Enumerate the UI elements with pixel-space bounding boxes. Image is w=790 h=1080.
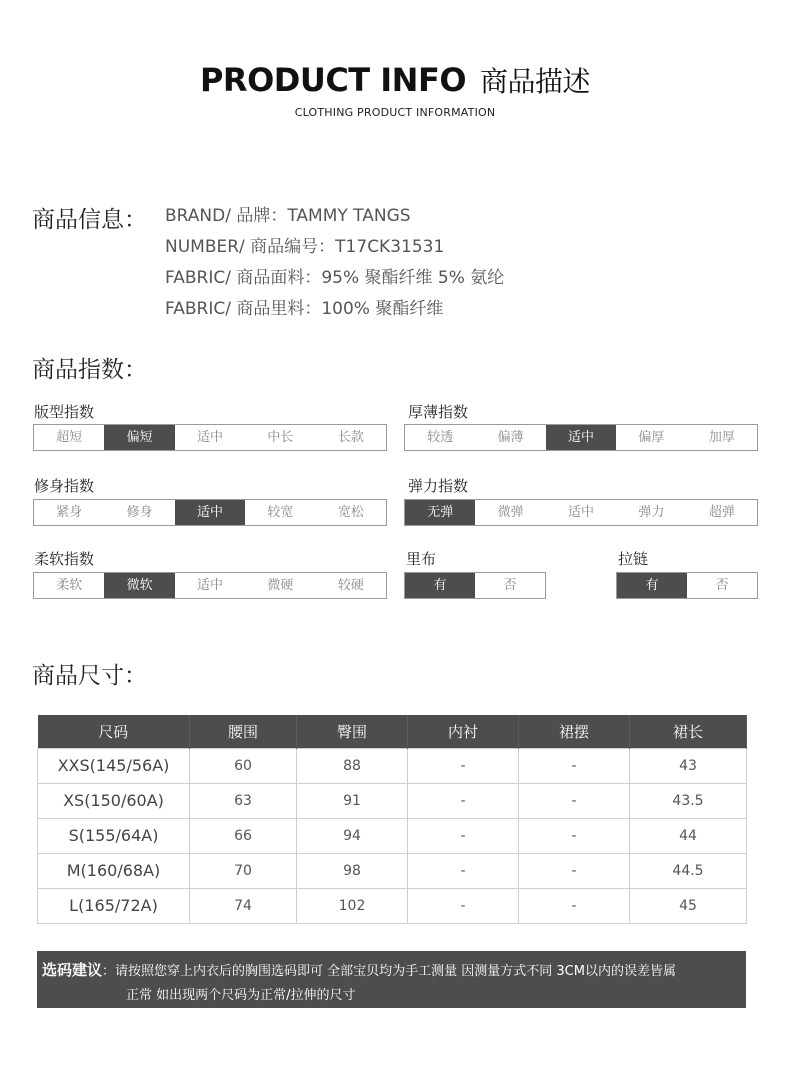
index-option: 修身 [126,505,153,520]
index-option: 超短 [56,430,83,445]
index-option: 微软 [104,573,174,598]
table-cell: XS(150/60A) [38,783,190,818]
index-label-elasticity: 弹力指数 [408,477,469,495]
table-header-cell: 腰围 [190,715,297,748]
index-option: 适中 [568,505,595,520]
table-cell: L(165/72A) [38,888,190,923]
table-row [38,853,747,888]
index-bar-zipper [616,572,758,599]
page-header [0,60,790,119]
table-row [38,888,747,923]
index-option: 柔软 [56,578,83,593]
index-option: 有 [405,573,475,598]
indices-heading: 商品指数： [32,357,147,383]
header-title [0,60,790,100]
table-cell: - [519,783,630,818]
size-table [37,715,747,924]
table-cell: 91 [297,783,408,818]
info-brand: BRAND/ 品牌：TAMMY TANGS [165,206,411,226]
index-option: 适中 [546,425,616,450]
table-row [38,818,747,853]
index-bar-length [33,424,387,451]
table-cell: - [408,853,519,888]
note-line-1 [42,959,676,980]
table-cell: - [519,853,630,888]
table-cell: M(160/68A) [38,853,190,888]
note-text-2: 正常 如出现两个尺码为正常/拉伸的尺寸 [126,988,356,1003]
table-cell: 43.5 [630,783,747,818]
table-header-cell: 内衬 [408,715,519,748]
index-option: 加厚 [708,430,735,445]
index-option: 中长 [267,430,294,445]
table-row [38,783,747,818]
index-label-lining: 里布 [406,550,437,568]
table-header-row [38,715,747,748]
index-label-zipper: 拉链 [618,550,649,568]
header-title-en: PRODUCT INFO [199,61,467,99]
index-option: 偏薄 [497,430,524,445]
product-info-list [165,203,504,327]
size-heading: 商品尺寸： [32,663,147,689]
table-cell: - [408,818,519,853]
table-cell: - [408,748,519,783]
header-title-cn: 商品描述 [480,65,591,98]
index-bar-lining [404,572,546,599]
table-cell: 70 [190,853,297,888]
index-bar-fit [33,499,387,526]
table-cell: - [408,888,519,923]
note-label: 选码建议 [42,961,103,979]
table-cell: 60 [190,748,297,783]
product-info-heading: 商品信息： [32,207,147,233]
index-option: 微硬 [267,578,294,593]
index-option: 否 [715,578,729,593]
header-subtitle: CLOTHING PRODUCT INFORMATION [294,106,496,119]
index-label-thickness: 厚薄指数 [408,403,469,421]
index-option: 超弹 [708,505,735,520]
table-cell: - [408,783,519,818]
note-text-1: ：请按照您穿上内衣后的胸围选码即可 全部宝贝均为手工测量 因测量方式不同 3CM以内的误差皆属 [102,964,676,979]
table-cell: 43 [630,748,747,783]
table-cell: 102 [297,888,408,923]
table-cell: - [519,748,630,783]
index-option: 较宽 [267,505,294,520]
table-cell: 66 [190,818,297,853]
index-option: 较硬 [337,578,364,593]
table-cell: S(155/64A) [38,818,190,853]
table-row [38,748,747,783]
index-option: 紧身 [56,505,83,520]
table-cell: 45 [630,888,747,923]
index-bar-softness [33,572,387,599]
table-cell: 74 [190,888,297,923]
size-advice-note [37,951,746,1008]
index-option: 偏短 [104,425,174,450]
index-option: 偏厚 [638,430,665,445]
table-header-cell: 臀围 [297,715,408,748]
index-option: 无弹 [405,500,475,525]
info-number: NUMBER/ 商品编号：T17CK31531 [165,237,445,257]
table-cell: 44.5 [630,853,747,888]
index-label-softness: 柔软指数 [34,550,95,568]
table-cell: 88 [297,748,408,783]
index-bar-thickness [404,424,758,451]
table-cell: 94 [297,818,408,853]
index-option: 微弹 [497,505,524,520]
table-cell: - [519,818,630,853]
index-option: 宽松 [337,505,364,520]
table-header-cell: 尺码 [38,715,190,748]
index-option: 较透 [427,430,454,445]
info-fabric: FABRIC/ 商品面料：95% 聚酯纤维 5% 氨纶 [165,268,505,288]
index-bar-elasticity [404,499,758,526]
index-option: 适中 [197,578,224,593]
index-label-fit: 修身指数 [34,477,95,495]
index-option: 适中 [175,500,245,525]
table-cell: XXS(145/56A) [38,748,190,783]
index-option: 适中 [197,430,224,445]
index-option: 否 [503,578,517,593]
table-cell: 44 [630,818,747,853]
table-header-cell: 裙摆 [519,715,630,748]
info-lining: FABRIC/ 商品里料：100% 聚酯纤维 [165,299,444,319]
index-label-length: 版型指数 [34,403,95,421]
table-header-cell: 裙长 [630,715,747,748]
index-option: 弹力 [638,505,665,520]
index-option: 长款 [337,430,364,445]
index-option: 有 [617,573,687,598]
table-cell: - [519,888,630,923]
table-cell: 63 [190,783,297,818]
table-cell: 98 [297,853,408,888]
